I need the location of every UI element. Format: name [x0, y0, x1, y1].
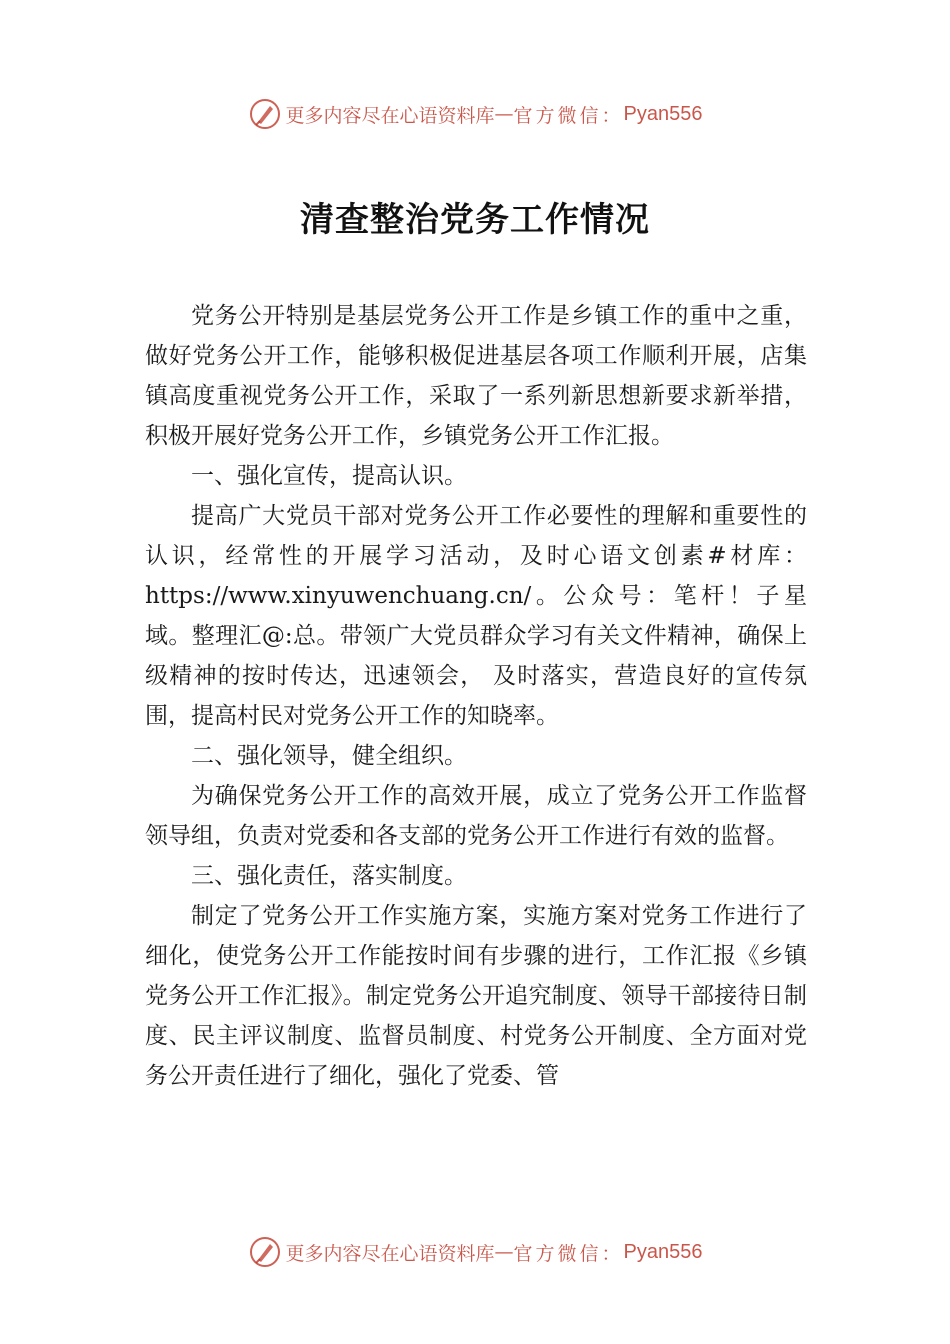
- quill-logo-icon: [248, 97, 282, 131]
- paragraph: 为确保党务公开工作的高效开展，成立了党务公开工作监督领导组，负责对党委和各支部的党务公开工作进行有效的监督。: [145, 783, 807, 849]
- document-title: 清查整治党务工作情况: [300, 200, 650, 240]
- watermark-separator: —: [494, 103, 514, 125]
- document-body: [145, 296, 807, 1096]
- section-heading: 三、强化责任，落实制度。: [191, 863, 467, 889]
- watermark-text: 更多内容尽在心语资料库: [285, 1242, 495, 1265]
- header-watermark: [0, 94, 950, 134]
- paragraph: 党务公开特别是基层党务公开工作是乡镇工作的重中之重，做好党务公开工作，能够积极促进基层各项工作顺利开展，店集镇高度重视党务公开工作，采取了一系列新思想新要求新举措，积极开展好党务公开工作，乡镇党务公开工作汇报。: [145, 303, 807, 449]
- watermark-label: 官方微信：: [513, 1242, 624, 1265]
- watermark-label: 官方微信：: [513, 104, 624, 127]
- footer-watermark: [0, 1232, 950, 1272]
- paragraph: 提高广大党员干部对党务公开工作必要性的理解和重要性的认识，经常性的开展学习活动，及时心语文创素#材库：https://www.xinyuwenchuang.cn/。公众号：笔杆！子星域。整理汇@:总。带领广大党员群众学习有关文件精神，确保上级精神的按时传达，迅速领会， 及时落实，营造良好的宣传氛围，提高村民对党务公开工作的知晓率。: [145, 503, 807, 729]
- watermark-separator: —: [494, 1241, 514, 1263]
- section-heading: 二、强化领导，健全组织。: [191, 743, 467, 769]
- section-heading: 一、强化宣传，提高认识。: [191, 463, 467, 489]
- watermark-id: Pyan556: [623, 1240, 703, 1263]
- watermark-text: 更多内容尽在心语资料库: [285, 104, 495, 127]
- watermark-id: Pyan556: [623, 102, 703, 125]
- paragraph: 制定了党务公开工作实施方案，实施方案对党务工作进行了细化，使党务公开工作能按时间有步骤的进行，工作汇报《乡镇党务公开工作汇报》。制定党务公开追究制度、领导干部接待日制度、民主评议制度、监督员制度、村党务公开制度、全方面对党务公开责任进行了细化，强化了党委、管: [145, 903, 807, 1089]
- quill-logo-icon: [248, 1235, 282, 1269]
